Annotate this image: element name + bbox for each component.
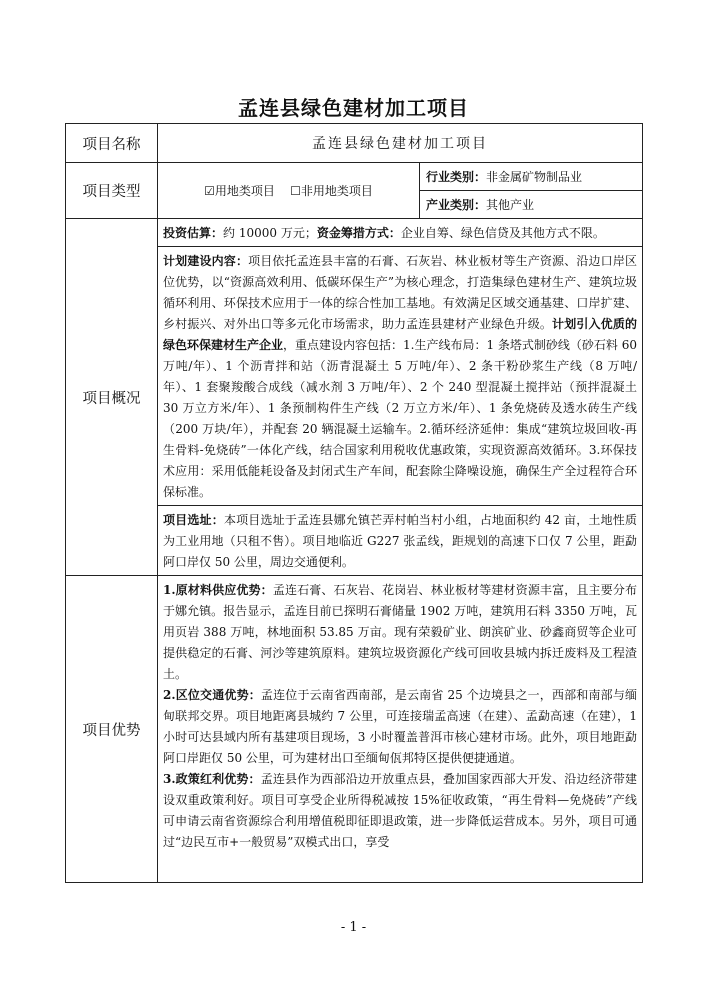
advantage-location [163,685,637,769]
advantage-3-text: 孟连县作为西部沿边开放重点县，叠加国家西部大开发、沿边经济带建设双重政策利好。项目可享受企业所得税减按 15%征收政策，“再生骨料—免烧砖”产线可申请云南省资源综合利用增值税即征即退政策，进一步降低运营成本。另外，项目可通过“边民互市+一般贸易”双模式出口，享受 [163,772,637,849]
property-category-value: 其他产业 [486,198,535,212]
plan-text-2: ，重点建设内容包括：1.生产线布局：1 条塔式制砂线（砂石料 60 万吨/年）、1 个沥青拌和站（沥青混凝土 5 万吨/年）、2 条干粉砂浆生产线（8 万吨/年）、1 套聚羧酸合成线（减水剂 3 万吨/年）、2 个 240 型混凝土搅拌站（预拌混凝土 30 万立方米/年）、1 条预制构件生产线（2 万立方米/年）、1 条免烧砖及透水砖生产线（200 万块/年），并配套 20 辆混凝土运输车。2.循环经济延伸：集成“建筑垃圾回收-再生骨料-免烧砖”一体化产线，结合国家利用税收优惠政策，实现资源高效循环。3.环保技术应用：采用低能耗设备及封闭式生产车间，配套除尘降噪设施，确保生产全过程符合环保标准。 [163,338,638,499]
advantage-raw-material [163,580,637,685]
plan-text-1: 项目依托孟连县丰富的石膏、石灰岩、林业板材等生产资源、沿边口岸区位优势，以“资源高效利用、低碳环保生产”为核心理念，打造集绿色建材生产、建筑垃圾循环利用、环保技术应用于一体的综合性加工基地。有效满足区域交通基建、口岸扩建、乡村振兴、对外出口等多元化市场需求，助力孟连县建材产业绿色升级。 [163,254,637,331]
row-advantage [66,576,643,883]
investment-value: 约 10000 万元； [223,226,317,240]
option-land-use-checkbox[interactable]: ☑用地类项目 [204,184,275,198]
row-project-type [66,163,643,191]
value-project-name: 孟连县绿色建材加工项目 [158,124,643,163]
overview-plan [158,247,643,506]
row-project-name [66,124,643,163]
funding-value: 企业自筹、绿色信贷及其他方式不限。 [400,226,605,240]
project-table [65,123,643,883]
label-project-name: 项目名称 [66,124,158,163]
plan-label: 计划建设内容： [163,254,249,268]
industry-category-value: 非金属矿物制品业 [486,170,583,184]
advantage-1-label: 1.原材料供应优势： [163,583,273,597]
funding-label: 资金筹措方式： [316,226,401,240]
investment-label: 投资估算： [163,226,224,240]
label-overview: 项目概况 [66,219,158,576]
advantage-2-label: 2.区位交通优势： [163,688,261,702]
industry-category-label: 行业类别： [426,170,487,184]
option-non-land-use-checkbox[interactable]: ☐非用地类项目 [290,184,373,198]
advantage-1-text: 孟连石膏、石灰岩、花岗岩、林业板材等建材资源丰富，且主要分布于娜允镇。报告显示，孟连目前已探明石膏储量 1902 万吨，建筑用石料 3350 万吨，瓦用页岩 388 万吨，林地面积 53.85 万亩。现有荣毅矿业、朗滨矿业、砂鑫商贸等企业可提供稳定的石膏、河沙等建筑原料。建筑垃圾资源化产线可回收县城内拆迁废料及工程渣土。 [163,583,637,681]
project-type-options [158,163,420,219]
advantage-policy [163,769,637,853]
site-text: 本项目选址于孟连县娜允镇芒弄村帕当村小组，占地面积约 42 亩，土地性质为工业用地（只租不售）。项目地临近 G227 张孟线，距规划的高速下口仅 7 公里，距勐阿口岸仅 50 公里，周边交通便利。 [163,513,637,569]
document-title: 孟连县绿色建材加工项目 [238,96,469,120]
property-category-label: 产业类别： [426,198,487,212]
site-label: 项目选址： [163,513,224,527]
label-project-type: 项目类型 [66,163,158,219]
property-category [420,191,643,219]
advantage-content [158,576,643,883]
industry-category [420,163,643,191]
label-advantage: 项目优势 [66,576,158,883]
plan-bold: 计划引入优质的绿色环保建材生产企业 [163,317,637,352]
row-overview-invest [66,219,643,247]
overview-site [158,506,643,576]
advantage-3-label: 3.政策红利优势： [163,772,261,786]
advantage-2-text: 孟连位于云南省西南部，是云南省 25 个边境县之一，西部和南部与缅甸联邦交界。项目地距离县城约 7 公里，可连接瑞孟高速（在建）、孟勐高速（在建），1 小时可达县域内所有基建项目现场，3 小时覆盖普洱市核心建材市场。此外，项目地距勐阿口岸距仅 50 公里，可为建材出口至缅甸佤邦特区提供便捷通道。 [163,688,638,765]
overview-investment [158,219,643,247]
page-number: - 1 - [340,920,367,935]
